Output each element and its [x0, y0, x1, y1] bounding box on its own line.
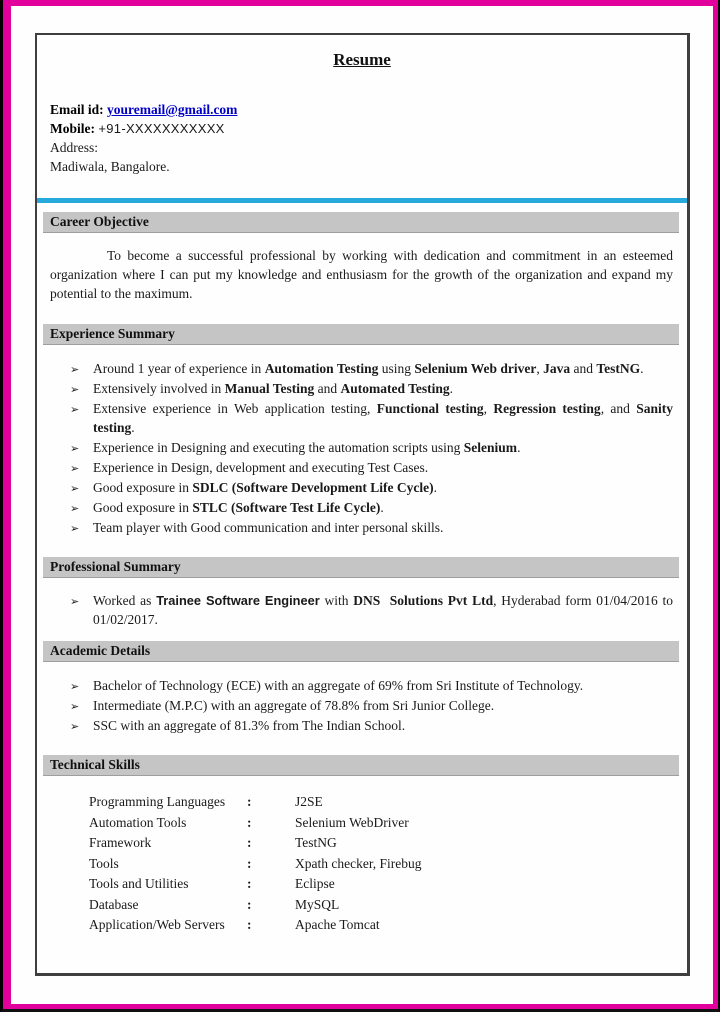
- text-run: Bachelor of Technology (ECE) with an aggregate of 69% from Sri Institute of Technology.: [93, 678, 584, 693]
- text-run: Good exposure in: [93, 480, 193, 495]
- bold-run: Trainee Software Engineer: [156, 593, 320, 608]
- skill-label: Tools and Utilities: [89, 876, 189, 891]
- text-run: Around 1 year of experience in: [93, 361, 265, 376]
- career-objective-text: To become a successful professional by working with dedication and commitment in an esteemed organization where I can put my knowledge and enthusiasm for the growth of the organization and expand my potential to the maximum.: [50, 248, 673, 301]
- colon-separator: :: [247, 794, 252, 809]
- bullet-arrow-icon: ➢: [70, 595, 80, 608]
- section-header-experience-summary: Experience Summary: [43, 324, 679, 344]
- bold-run: DNS Solutions Pvt Ltd: [353, 593, 494, 608]
- technical-skills-table: [89, 792, 673, 935]
- text-run: Extensive experience in Web application testing,: [93, 401, 377, 416]
- bullet-arrow-icon: ➢: [70, 680, 80, 693]
- skill-value: Eclipse: [295, 876, 335, 891]
- colon-separator: :: [247, 814, 252, 830]
- text-run: using: [378, 361, 415, 376]
- email-link[interactable]: youremail@gmail.com: [107, 102, 238, 117]
- text-run: ,: [536, 361, 544, 376]
- text-run: ,: [483, 401, 494, 416]
- bullet-arrow-icon: ➢: [70, 403, 80, 416]
- text-run: , Hyderabad form 01/04/2016 to 01/02/2017.: [93, 593, 673, 627]
- list-item: [70, 498, 673, 517]
- bold-run: Selenium Web driver: [414, 361, 537, 376]
- list-item: [70, 438, 673, 457]
- text-run: .: [517, 440, 521, 455]
- text-run: Extensively involved in: [93, 381, 225, 396]
- colon-separator: :: [247, 896, 252, 912]
- colon-separator: :: [247, 835, 252, 850]
- list-item: [70, 696, 673, 715]
- text-run: Experience in Design, development and executing Test Cases.: [93, 460, 429, 475]
- list-item: [70, 458, 673, 477]
- text-run: .: [131, 420, 135, 435]
- bold-run: TestNG: [596, 361, 641, 376]
- experience-summary-list: [70, 359, 673, 537]
- text-run: .: [449, 381, 454, 396]
- cyan-divider-line: [37, 198, 687, 203]
- list-item: [70, 518, 673, 537]
- skill-value: Apache Tomcat: [295, 917, 380, 932]
- bullet-arrow-icon: ➢: [70, 700, 80, 713]
- list-item: [70, 716, 673, 735]
- list-item: [70, 591, 673, 629]
- contact-block: [50, 100, 673, 176]
- colon-separator: :: [247, 855, 252, 871]
- section-header-career-objective: Career Objective: [43, 212, 679, 232]
- bullet-arrow-icon: ➢: [70, 502, 80, 515]
- skill-label: Database: [89, 896, 139, 912]
- bullet-arrow-icon: ➢: [70, 482, 80, 495]
- skill-value: Selenium WebDriver: [295, 814, 409, 830]
- mobile-label: Mobile:: [50, 121, 95, 136]
- skill-label: Application/Web Servers: [89, 917, 225, 932]
- bold-run: Sanity testing: [93, 401, 674, 435]
- text-run: .: [640, 361, 644, 376]
- bullet-arrow-icon: ➢: [70, 442, 80, 455]
- page-title: Resume: [333, 50, 391, 69]
- bold-run: STLC (Software Test Life Cycle): [192, 500, 381, 515]
- text-run: SSC with an aggregate of 81.3% from The Indian School.: [93, 718, 406, 733]
- bullet-arrow-icon: ➢: [70, 522, 80, 535]
- colon-separator: :: [247, 876, 252, 891]
- skill-label: Tools: [89, 855, 119, 871]
- bold-run: Functional testing: [376, 401, 484, 416]
- bold-run: Java: [543, 361, 571, 376]
- academic-details-list: [70, 676, 673, 735]
- resume-page: [11, 6, 713, 1004]
- section-header-academic-details: Academic Details: [43, 641, 679, 661]
- email-label: Email id:: [50, 102, 104, 117]
- text-run: Experience in Designing and executing the automation scripts using: [93, 440, 464, 455]
- text-run: , and: [600, 401, 637, 416]
- skill-value: MySQL: [295, 896, 340, 912]
- bullet-arrow-icon: ➢: [70, 383, 80, 396]
- list-item: [70, 379, 673, 398]
- content-box: [35, 33, 690, 976]
- text-run: with: [319, 593, 354, 608]
- address-value: Madiwala, Bangalore.: [50, 159, 170, 174]
- address-label: Address:: [50, 140, 98, 155]
- list-item: [70, 478, 673, 497]
- bold-run: Manual Testing: [224, 381, 315, 396]
- skill-label: Automation Tools: [89, 814, 187, 830]
- list-item: [70, 359, 673, 378]
- text-run: Worked as: [93, 593, 157, 608]
- mobile-line: [50, 119, 673, 138]
- email-line: [50, 100, 673, 119]
- bullet-arrow-icon: ➢: [70, 363, 80, 376]
- text-run: Good exposure in: [93, 500, 193, 515]
- text-run: Intermediate (M.P.C) with an aggregate of 78.8% from Sri Junior College.: [93, 698, 495, 713]
- bold-run: Regression testing: [493, 401, 601, 416]
- bold-run: Automation Testing: [264, 361, 379, 376]
- list-item: [70, 676, 673, 695]
- skill-label: Programming Languages: [89, 794, 226, 809]
- text-run: and: [314, 381, 341, 396]
- bold-run: Selenium: [463, 440, 518, 455]
- bold-run: SDLC (Software Development Life Cycle): [192, 480, 434, 495]
- section-header-professional-summary: Professional Summary: [43, 557, 679, 577]
- text-run: .: [380, 500, 384, 515]
- bullet-arrow-icon: ➢: [70, 462, 80, 475]
- skill-value: Xpath checker, Firebug: [295, 855, 422, 871]
- skill-value: J2SE: [295, 794, 323, 809]
- mobile-number: +91-XXXXXXXXXXX: [98, 121, 225, 136]
- list-item: [70, 399, 673, 437]
- skill-label: Framework: [89, 835, 152, 850]
- bullet-arrow-icon: ➢: [70, 720, 80, 733]
- skill-value: TestNG: [295, 835, 337, 850]
- text-run: and: [570, 361, 597, 376]
- text-run: .: [433, 480, 437, 495]
- text-run: Team player with Good communication and inter personal skills.: [93, 520, 444, 535]
- bold-run: Automated Testing: [340, 381, 450, 396]
- section-header-technical-skills: Technical Skills: [43, 755, 679, 775]
- professional-summary-list: [70, 591, 673, 629]
- colon-separator: :: [247, 917, 252, 932]
